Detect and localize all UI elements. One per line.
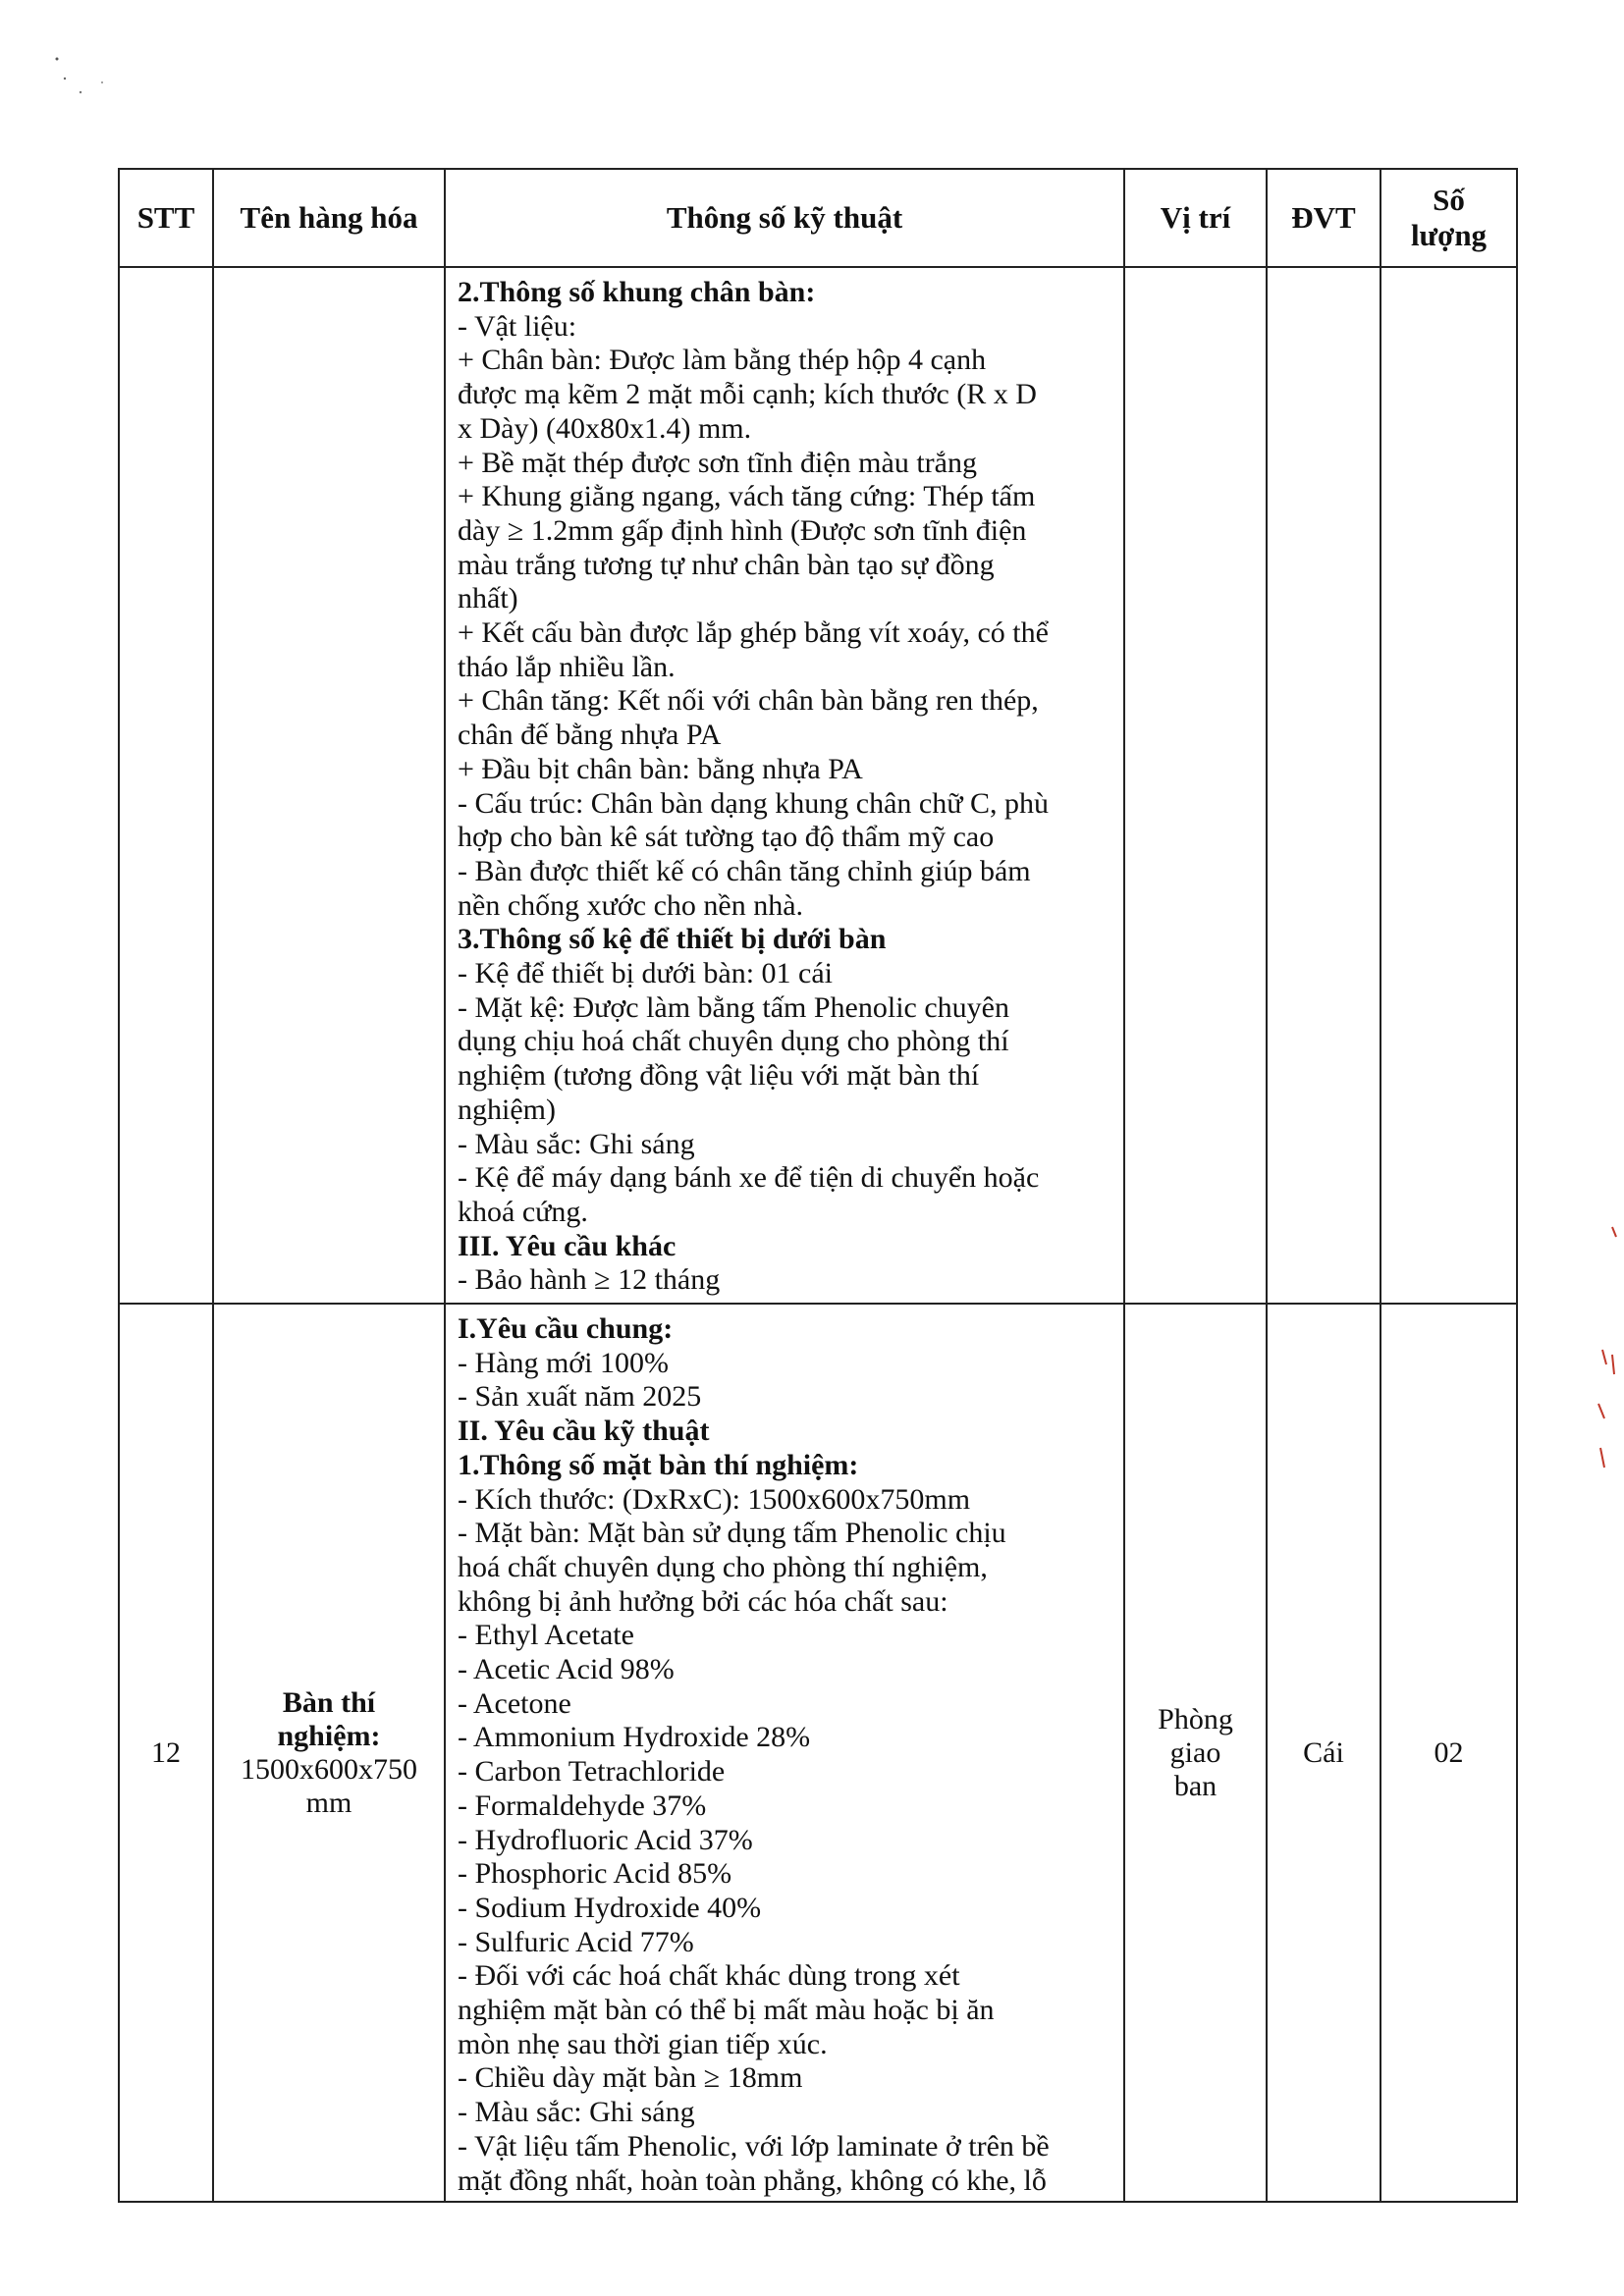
spec-line: I.Yêu cầu chung:: [458, 1312, 674, 1345]
location-line3: ban: [1173, 1769, 1218, 1802]
header-stt: STT: [119, 169, 213, 267]
spec-line: - Vật liệu:: [458, 309, 577, 343]
spec-line: - Acetone: [458, 1686, 571, 1720]
spec-line: - Kích thước: (DxRxC): 1500x600x750mm: [458, 1482, 971, 1516]
spec-line: - Sulfuric Acid 77%: [458, 1925, 694, 1958]
spec-line: - Ethyl Acetate: [458, 1619, 634, 1652]
spec-line: + Kết cấu bàn được lắp ghép bằng vít xoáy, có thể: [458, 616, 1049, 650]
spec-line: 1.Thông số mặt bàn thí nghiệm:: [458, 1448, 859, 1481]
header-unit: ĐVT: [1267, 169, 1380, 267]
row2-stt: 12: [119, 1304, 213, 2202]
spec-line: + Chân tăng: Kết nối với chân bàn bằng ren thép,: [458, 684, 1039, 718]
spec-line: II. Yêu cầu kỹ thuật: [458, 1415, 710, 1448]
spec-line: nghiệm): [458, 1093, 556, 1126]
spec-line: không bị ảnh hưởng bởi các hóa chất sau:: [458, 1584, 948, 1618]
spec-line: - Formaldehyde 37%: [458, 1789, 707, 1822]
header-quantity-line2: lượng: [1410, 218, 1488, 252]
spec-line: - Chiều dày mặt bàn ≥ 18mm: [458, 2061, 803, 2095]
row2-unit: Cái: [1267, 1304, 1380, 2202]
spec-line: - Màu sắc: Ghi sáng: [458, 1127, 695, 1160]
red-stamp-edge-marks: [1583, 1080, 1622, 1472]
spec-line: nghiệm (tương đồng vật liệu với mặt bàn thí: [458, 1059, 980, 1093]
spec-line: chân đế bằng nhựa PA: [458, 719, 722, 752]
row1-stt-cell: [119, 267, 213, 1304]
row2-spec-lines: [446, 1305, 1123, 2198]
location-line2: giao: [1169, 1735, 1221, 1769]
row1-qty-cell: [1380, 267, 1517, 1304]
spec-line: được mạ kẽm 2 mặt mỗi cạnh; kích thước (R x D: [458, 378, 1037, 411]
row1-name-cell: [213, 267, 445, 1304]
scan-specks: [51, 49, 110, 108]
spec-line: - Phosphoric Acid 85%: [458, 1857, 732, 1891]
spec-line: - Carbon Tetrachloride: [458, 1755, 726, 1789]
spec-line: - Kệ để thiết bị dưới bàn: 01 cái: [458, 957, 834, 990]
item-size: 1500x600x750: [241, 1752, 417, 1786]
spec-line: hợp cho bàn kê sát tường tạo độ thẩm mỹ cao: [458, 821, 995, 854]
spec-line: - Kệ để máy dạng bánh xe để tiện di chuyển hoặc: [458, 1161, 1040, 1195]
spec-line: - Hydrofluoric Acid 37%: [458, 1823, 753, 1856]
row1-spec-lines: [446, 268, 1123, 1298]
location-line1: Phòng: [1158, 1702, 1233, 1735]
spec-line: 2.Thông số khung chân bàn:: [458, 276, 816, 308]
spec-line: dụng chịu hoá chất chuyên dụng cho phòng thí: [458, 1025, 1009, 1058]
row2-spec-cell: [445, 1304, 1124, 2202]
header-location: Vị trí: [1124, 169, 1267, 267]
specification-table: [118, 168, 1518, 2203]
spec-line: + Đầu bịt chân bàn: bằng nhựa PA: [458, 752, 863, 785]
spec-line: mặt đồng nhất, hoàn toàn phẳng, không có khe, lỗ: [458, 2163, 1047, 2197]
row2-location: [1124, 1304, 1267, 2202]
header-specifications: Thông số kỹ thuật: [445, 169, 1124, 267]
item-name-line2: nghiệm:: [277, 1719, 381, 1752]
spec-line: màu trắng tương tự như chân bàn tạo sự đồng: [458, 548, 995, 581]
spec-line: nền chống xước cho nền nhà.: [458, 888, 804, 922]
table-header-row: [119, 169, 1517, 267]
spec-line: x Dày) (40x80x1.4) mm.: [458, 411, 752, 445]
spec-line: + Khung giằng ngang, vách tăng cứng: Thép tấm: [458, 480, 1036, 513]
spec-line: - Sodium Hydroxide 40%: [458, 1891, 762, 1924]
spec-line: - Cấu trúc: Chân bàn dạng khung chân chữ C, phù: [458, 786, 1049, 820]
spec-line: - Hàng mới 100%: [458, 1346, 669, 1379]
row1-spec-cell: [445, 267, 1124, 1304]
spec-line: - Acetic Acid 98%: [458, 1653, 675, 1686]
row1-unit-cell: [1267, 267, 1380, 1304]
spec-line: mòn nhẹ sau thời gian tiếp xúc.: [458, 2027, 828, 2060]
item-size-unit: mm: [305, 1786, 352, 1819]
spec-line: - Sản xuất năm 2025: [458, 1380, 702, 1414]
spec-line: - Mặt kệ: Được làm bằng tấm Phenolic chuyên: [458, 990, 1009, 1024]
header-quantity-line1: Số: [1433, 183, 1465, 217]
table-row: [119, 267, 1517, 1304]
row2-quantity: 02: [1380, 1304, 1517, 2202]
spec-line: + Bề mặt thép được sơn tĩnh điện màu trắng: [458, 446, 977, 479]
spec-line: - Mặt bàn: Mặt bàn sử dụng tấm Phenolic chịu: [458, 1517, 1006, 1550]
spec-line: khoá cứng.: [458, 1195, 588, 1228]
spec-line: dày ≥ 1.2mm gấp định hình (Được sơn tĩnh điện: [458, 513, 1027, 547]
item-name-line1: Bàn thí: [282, 1685, 376, 1719]
spec-line: - Đối với các hoá chất khác dùng trong xét: [458, 1959, 960, 1993]
spec-line: - Vật liệu tấm Phenolic, với lớp laminate ở trên bề: [458, 2129, 1050, 2163]
spec-line: - Bàn được thiết kế có chân tăng chỉnh giúp bám: [458, 854, 1031, 887]
spec-line: hoá chất chuyên dụng cho phòng thí nghiệm,: [458, 1550, 988, 1583]
spec-line: III. Yêu cầu khác: [458, 1229, 677, 1262]
table-row: [119, 1304, 1517, 2202]
spec-line: nhất): [458, 582, 518, 615]
spec-line: nghiệm mặt bàn có thể bị mất màu hoặc bị ăn: [458, 1994, 995, 2027]
row1-location-cell: [1124, 267, 1267, 1304]
spec-line: + Chân bàn: Được làm bằng thép hộp 4 cạnh: [458, 344, 987, 377]
spec-line: tháo lắp nhiều lần.: [458, 650, 676, 683]
spec-line: - Màu sắc: Ghi sáng: [458, 2096, 695, 2129]
row2-item-name: [213, 1304, 445, 2202]
header-item-name: Tên hàng hóa: [213, 169, 445, 267]
spec-line: 3.Thông số kệ để thiết bị dưới bàn: [458, 923, 887, 956]
header-quantity: [1380, 169, 1517, 267]
spec-line: - Ammonium Hydroxide 28%: [458, 1721, 811, 1754]
spec-line: - Bảo hành ≥ 12 tháng: [458, 1263, 721, 1297]
